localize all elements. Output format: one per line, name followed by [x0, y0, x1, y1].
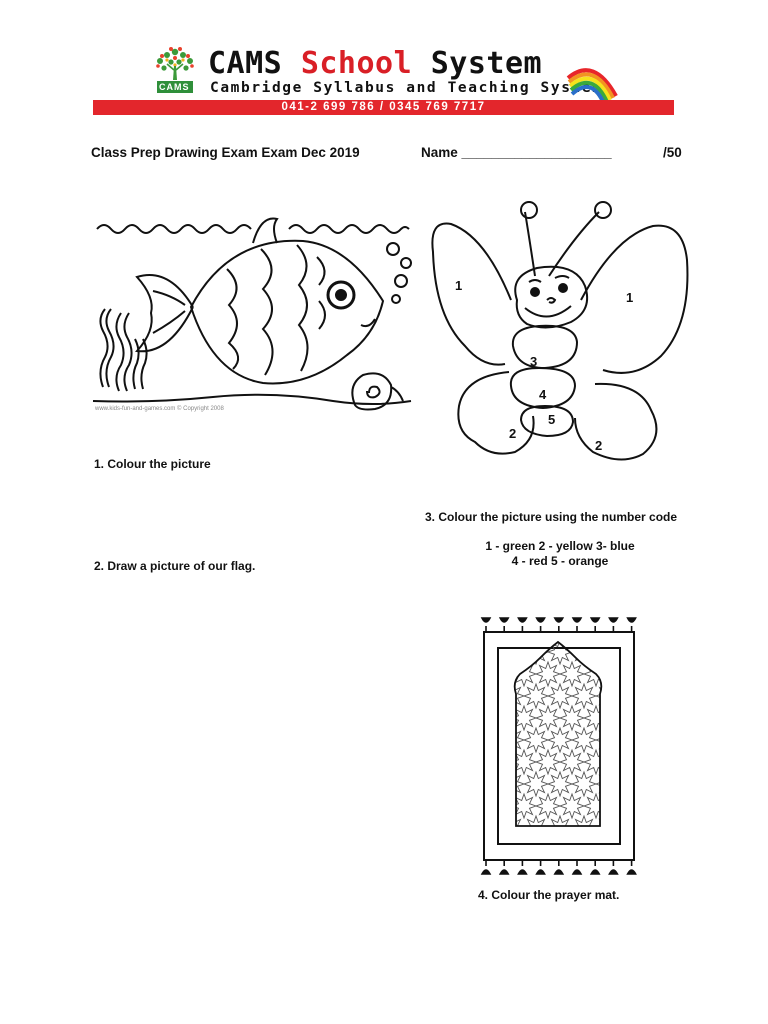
mat-star-pattern: [548, 684, 572, 708]
water-line: [97, 225, 409, 233]
tassel: [628, 618, 636, 622]
fish-credit-text: www.kids-fun-and-games.com © Copyright 2008: [95, 406, 224, 412]
mat-star-pattern: [596, 640, 620, 664]
question-4: 4. Colour the prayer mat.: [478, 888, 620, 902]
mat-star-pattern: [560, 662, 584, 686]
mat-star-pattern: [560, 706, 584, 730]
school-name-school: School: [300, 46, 413, 81]
mat-star-pattern: [524, 640, 548, 664]
question-1: 1. Colour the picture: [94, 457, 211, 471]
tassel: [555, 870, 563, 874]
question-3-code-line-2: 4 - red 5 - orange: [511, 554, 609, 568]
tassel: [591, 870, 599, 874]
butterfly-label-wing-right-top: 1: [626, 290, 634, 305]
tassel: [591, 618, 599, 622]
tassel: [537, 870, 545, 874]
school-name-cams: CAMS: [208, 46, 301, 81]
mat-star-pattern: [560, 794, 584, 818]
tassel: [500, 618, 508, 622]
total-marks: /50: [663, 145, 682, 160]
mat-star-pattern: [572, 772, 596, 796]
mat-star-pattern: [548, 772, 572, 796]
mat-star-pattern: [536, 706, 560, 730]
question-3-code-line-1: 1 - green 2 - yellow 3- blue: [485, 539, 635, 553]
butterfly-label-wing-left-top: 1: [455, 278, 463, 293]
mat-star-pattern: [500, 640, 524, 664]
mat-star-pattern: [500, 772, 524, 796]
mat-star-pattern: [584, 706, 608, 730]
tassel: [482, 618, 490, 622]
butterfly-label-wing-left-bottom: 2: [509, 426, 517, 441]
butterfly-label-wing-right-bottom: 2: [595, 438, 603, 453]
prayer-mat-picture: [474, 612, 644, 880]
school-logo: [150, 44, 200, 96]
tassel: [573, 618, 581, 622]
contact-bar: 041-2 699 786 / 0345 769 7717: [93, 100, 674, 115]
logo-badge-text: CAMS: [159, 82, 190, 92]
question-3: 3. Colour the picture using the number code: [425, 510, 678, 524]
mat-star-pattern: [500, 816, 524, 840]
butterfly-label-body-5: 5: [548, 412, 556, 427]
tassel: [609, 618, 617, 622]
mat-star-pattern: [536, 794, 560, 818]
mat-star-pattern: [572, 728, 596, 752]
school-name-system: System: [412, 46, 543, 81]
mat-star-pattern: [536, 662, 560, 686]
tassel: [518, 618, 526, 622]
mat-star-pattern: [560, 750, 584, 774]
mat-star-pattern: [584, 794, 608, 818]
mat-star-pattern: [524, 772, 548, 796]
fish-picture: [93, 205, 413, 420]
mat-star-pattern: [524, 728, 548, 752]
mat-star-pattern: [524, 684, 548, 708]
tassel: [573, 870, 581, 874]
exam-title: Class Prep Drawing Exam Exam Dec 2019: [91, 145, 360, 160]
question-2: 2. Draw a picture of our flag.: [94, 559, 256, 573]
tassel: [537, 618, 545, 622]
butterfly-picture: [425, 196, 705, 496]
school-name: [208, 46, 542, 81]
mat-star-pattern: [584, 750, 608, 774]
mat-star-pattern: [548, 728, 572, 752]
tassel: [518, 870, 526, 874]
mat-star-pattern: [572, 684, 596, 708]
mat-star-pattern: [536, 750, 560, 774]
tassel: [628, 870, 636, 874]
mat-star-pattern: [572, 816, 596, 840]
butterfly-label-body-3: 3: [530, 354, 538, 369]
tassel: [482, 870, 490, 874]
tassel: [609, 870, 617, 874]
mat-star-pattern: [572, 640, 596, 664]
tassel: [500, 870, 508, 874]
mat-star-pattern: [524, 816, 548, 840]
mat-star-pattern: [548, 816, 572, 840]
butterfly-label-body-4: 4: [539, 387, 547, 402]
school-subtitle: Cambridge Syllabus and Teaching System: [210, 80, 603, 96]
tassel: [555, 618, 563, 622]
fish-body: [191, 241, 383, 384]
mat-star-pattern: [500, 728, 524, 752]
student-name-field[interactable]: Name ____________________: [421, 145, 612, 160]
mat-star-pattern: [500, 684, 524, 708]
